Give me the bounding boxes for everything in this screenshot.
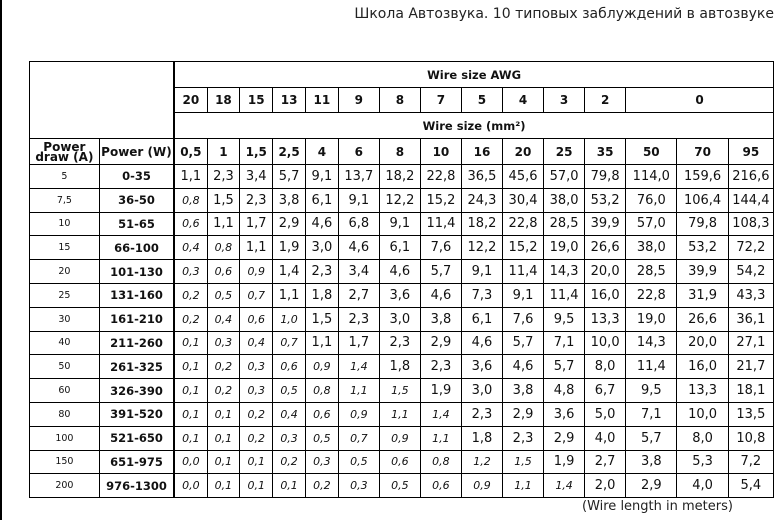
- table-row: [30, 474, 774, 498]
- power-cell: 326-390: [99, 379, 174, 403]
- length-cell: 1,9: [420, 379, 461, 403]
- mm-cell: 2,5: [273, 139, 306, 165]
- length-cell: 54,2: [728, 260, 773, 284]
- power-draw-cell: 50: [30, 355, 100, 379]
- length-cell: 8,0: [585, 355, 626, 379]
- power-draw-cell: 20: [30, 260, 100, 284]
- power-cell: 161-210: [99, 307, 174, 331]
- power-cell: 131-160: [99, 283, 174, 307]
- length-cell: 9,5: [626, 379, 677, 403]
- awg-cell: 0: [626, 88, 774, 113]
- awg-cell: 2: [585, 88, 626, 113]
- table-row: [30, 260, 774, 284]
- length-cell: 6,1: [461, 307, 502, 331]
- length-cell: 1,7: [240, 212, 273, 236]
- length-cell: 0,1: [174, 331, 207, 355]
- mm-cell: 1: [207, 139, 240, 165]
- length-cell: 21,7: [728, 355, 773, 379]
- page-title: Школа Автозвука. 10 типовых заблуждений в автозвуке: [354, 6, 774, 22]
- mm-cell: 4: [305, 139, 338, 165]
- length-cell: 13,5: [728, 402, 773, 426]
- table-body: [30, 165, 774, 498]
- length-cell: 10,0: [585, 331, 626, 355]
- length-cell: 2,0: [585, 474, 626, 498]
- awg-cell: 7: [420, 88, 461, 113]
- length-cell: 144,4: [728, 188, 773, 212]
- length-cell: 27,1: [728, 331, 773, 355]
- length-cell: 0,9: [338, 402, 379, 426]
- length-cell: 0,1: [174, 379, 207, 403]
- length-cell: 36,1: [728, 307, 773, 331]
- length-cell: 0,1: [207, 426, 240, 450]
- length-cell: 0,7: [240, 283, 273, 307]
- power-draw-cell: 80: [30, 402, 100, 426]
- length-cell: 7,1: [544, 331, 585, 355]
- length-cell: 22,8: [420, 165, 461, 189]
- length-cell: 1,1: [240, 236, 273, 260]
- length-cell: 0,3: [273, 426, 306, 450]
- length-cell: 1,5: [305, 307, 338, 331]
- mm-cell: 70: [677, 139, 728, 165]
- length-cell: 1,5: [503, 450, 544, 474]
- length-cell: 26,6: [585, 236, 626, 260]
- awg-header: Wire size AWG: [174, 62, 773, 88]
- length-cell: 2,3: [305, 260, 338, 284]
- length-cell: 11,4: [544, 283, 585, 307]
- length-cell: 0,4: [273, 402, 306, 426]
- power-draw-cell: 15: [30, 236, 100, 260]
- length-cell: 4,0: [585, 426, 626, 450]
- length-cell: 1,1: [503, 474, 544, 498]
- length-cell: 0,5: [379, 474, 420, 498]
- length-cell: 22,8: [626, 283, 677, 307]
- length-cell: 0,4: [207, 307, 240, 331]
- mm-header: Wire size (mm²): [174, 113, 773, 139]
- length-cell: 0,1: [273, 474, 306, 498]
- length-cell: 1,1: [305, 331, 338, 355]
- length-cell: 7,1: [626, 402, 677, 426]
- power-cell: 976-1300: [99, 474, 174, 498]
- length-cell: 18,1: [728, 379, 773, 403]
- power-draw-cell: 150: [30, 450, 100, 474]
- length-cell: 0,5: [305, 426, 338, 450]
- length-cell: 3,8: [503, 379, 544, 403]
- length-cell: 1,4: [420, 402, 461, 426]
- length-cell: 0,2: [174, 283, 207, 307]
- length-cell: 0,3: [174, 260, 207, 284]
- length-cell: 2,3: [420, 355, 461, 379]
- length-cell: 0,1: [174, 355, 207, 379]
- length-cell: 114,0: [626, 165, 677, 189]
- length-cell: 4,6: [461, 331, 502, 355]
- length-cell: 16,0: [677, 355, 728, 379]
- length-cell: 2,9: [503, 402, 544, 426]
- length-cell: 13,7: [338, 165, 379, 189]
- length-cell: 0,2: [240, 402, 273, 426]
- length-cell: 11,4: [503, 260, 544, 284]
- length-cell: 6,8: [338, 212, 379, 236]
- length-cell: 4,8: [544, 379, 585, 403]
- length-cell: 0,6: [305, 402, 338, 426]
- length-cell: 1,8: [379, 355, 420, 379]
- power-draw-cell: 10: [30, 212, 100, 236]
- length-cell: 3,0: [305, 236, 338, 260]
- mm-cell: 25: [544, 139, 585, 165]
- length-cell: 2,3: [461, 402, 502, 426]
- length-cell: 1,2: [461, 450, 502, 474]
- length-cell: 0,1: [207, 402, 240, 426]
- length-cell: 7,2: [728, 450, 773, 474]
- length-cell: 10,0: [677, 402, 728, 426]
- power-cell: 101-130: [99, 260, 174, 284]
- length-cell: 5,7: [503, 331, 544, 355]
- table-row: [30, 331, 774, 355]
- length-cell: 13,3: [677, 379, 728, 403]
- mm-cell: 35: [585, 139, 626, 165]
- awg-cell: 8: [379, 88, 420, 113]
- length-cell: 1,1: [273, 283, 306, 307]
- length-cell: 0,3: [240, 379, 273, 403]
- length-cell: 0,6: [379, 450, 420, 474]
- length-cell: 1,8: [461, 426, 502, 450]
- length-cell: 14,3: [544, 260, 585, 284]
- length-cell: 1,1: [174, 165, 207, 189]
- awg-cell: 20: [174, 88, 207, 113]
- length-cell: 38,0: [544, 188, 585, 212]
- power-cell: 521-650: [99, 426, 174, 450]
- col-header-power-draw: Power draw (A): [30, 139, 100, 165]
- length-cell: 15,2: [503, 236, 544, 260]
- mm-cell: 0,5: [174, 139, 207, 165]
- length-cell: 0,1: [174, 426, 207, 450]
- length-cell: 0,1: [207, 474, 240, 498]
- length-cell: 18,2: [461, 212, 502, 236]
- length-cell: 2,3: [379, 331, 420, 355]
- length-cell: 9,1: [461, 260, 502, 284]
- length-cell: 0,6: [420, 474, 461, 498]
- length-cell: 14,3: [626, 331, 677, 355]
- length-cell: 0,4: [240, 331, 273, 355]
- length-cell: 28,5: [544, 212, 585, 236]
- length-cell: 11,4: [626, 355, 677, 379]
- mm-cell: 95: [728, 139, 773, 165]
- power-cell: 651-975: [99, 450, 174, 474]
- length-cell: 3,8: [626, 450, 677, 474]
- length-cell: 30,4: [503, 188, 544, 212]
- length-cell: 0,2: [174, 307, 207, 331]
- length-cell: 108,3: [728, 212, 773, 236]
- length-cell: 12,2: [461, 236, 502, 260]
- mm-cell: 10: [420, 139, 461, 165]
- mm-cell: 20: [503, 139, 544, 165]
- length-cell: 0,1: [240, 474, 273, 498]
- power-draw-cell: 200: [30, 474, 100, 498]
- table-row: [30, 379, 774, 403]
- length-cell: 5,7: [273, 165, 306, 189]
- table-row: [30, 426, 774, 450]
- length-cell: 0,1: [240, 450, 273, 474]
- length-cell: 16,0: [585, 283, 626, 307]
- length-cell: 3,8: [273, 188, 306, 212]
- table-row: [30, 402, 774, 426]
- length-cell: 3,4: [240, 165, 273, 189]
- power-cell: 391-520: [99, 402, 174, 426]
- length-cell: 1,1: [207, 212, 240, 236]
- length-cell: 216,6: [728, 165, 773, 189]
- mm-row: [30, 139, 774, 165]
- length-cell: 0,3: [240, 355, 273, 379]
- mm-cell: 16: [461, 139, 502, 165]
- length-cell: 0,9: [240, 260, 273, 284]
- length-cell: 0,2: [305, 474, 338, 498]
- power-cell: 36-50: [99, 188, 174, 212]
- table-row: [30, 450, 774, 474]
- length-cell: 1,4: [338, 355, 379, 379]
- power-draw-cell: 7,5: [30, 188, 100, 212]
- length-cell: 4,0: [677, 474, 728, 498]
- length-cell: 9,1: [305, 165, 338, 189]
- table-row: [30, 212, 774, 236]
- length-cell: 1,4: [273, 260, 306, 284]
- length-cell: 2,3: [207, 165, 240, 189]
- length-cell: 1,1: [420, 426, 461, 450]
- length-cell: 2,9: [273, 212, 306, 236]
- length-cell: 0,3: [338, 474, 379, 498]
- length-cell: 0,3: [305, 450, 338, 474]
- length-cell: 0,7: [338, 426, 379, 450]
- length-cell: 1,1: [338, 379, 379, 403]
- length-cell: 20,0: [677, 331, 728, 355]
- length-cell: 1,9: [273, 236, 306, 260]
- power-draw-cell: 25: [30, 283, 100, 307]
- length-cell: 6,1: [305, 188, 338, 212]
- length-cell: 9,1: [379, 212, 420, 236]
- awg-cell: 15: [240, 88, 273, 113]
- length-cell: 0,8: [420, 450, 461, 474]
- length-cell: 5,7: [420, 260, 461, 284]
- length-cell: 6,1: [379, 236, 420, 260]
- length-cell: 0,8: [174, 188, 207, 212]
- length-cell: 4,6: [338, 236, 379, 260]
- length-cell: 3,8: [420, 307, 461, 331]
- length-cell: 43,3: [728, 283, 773, 307]
- length-cell: 3,6: [461, 355, 502, 379]
- length-cell: 0,2: [207, 379, 240, 403]
- length-cell: 0,0: [174, 474, 207, 498]
- length-cell: 5,7: [544, 355, 585, 379]
- length-cell: 3,4: [338, 260, 379, 284]
- length-cell: 0,2: [207, 355, 240, 379]
- mm-cell: 8: [379, 139, 420, 165]
- power-draw-cell: 60: [30, 379, 100, 403]
- length-cell: 0,6: [273, 355, 306, 379]
- length-cell: 5,4: [728, 474, 773, 498]
- length-cell: 1,9: [544, 450, 585, 474]
- length-cell: 7,6: [420, 236, 461, 260]
- length-cell: 3,6: [544, 402, 585, 426]
- wire-size-table: [29, 61, 774, 498]
- power-cell: 211-260: [99, 331, 174, 355]
- length-cell: 0,5: [338, 450, 379, 474]
- length-cell: 4,6: [503, 355, 544, 379]
- length-cell: 15,2: [420, 188, 461, 212]
- corner-cell: [30, 62, 175, 139]
- awg-cell: 11: [305, 88, 338, 113]
- length-cell: 5,0: [585, 402, 626, 426]
- length-cell: 1,5: [207, 188, 240, 212]
- length-cell: 0,9: [461, 474, 502, 498]
- power-draw-cell: 30: [30, 307, 100, 331]
- length-cell: 38,0: [626, 236, 677, 260]
- power-cell: 261-325: [99, 355, 174, 379]
- length-cell: 0,9: [305, 355, 338, 379]
- length-cell: 13,3: [585, 307, 626, 331]
- length-cell: 12,2: [379, 188, 420, 212]
- length-cell: 3,0: [379, 307, 420, 331]
- length-cell: 1,0: [273, 307, 306, 331]
- awg-cell: 5: [461, 88, 502, 113]
- power-cell: 0-35: [99, 165, 174, 189]
- length-cell: 8,0: [677, 426, 728, 450]
- length-cell: 39,9: [677, 260, 728, 284]
- awg-cell: 3: [544, 88, 585, 113]
- awg-cell: 9: [338, 88, 379, 113]
- length-cell: 79,8: [585, 165, 626, 189]
- power-cell: 66-100: [99, 236, 174, 260]
- power-draw-cell: 100: [30, 426, 100, 450]
- length-cell: 0,1: [207, 450, 240, 474]
- power-cell: 51-65: [99, 212, 174, 236]
- length-cell: 19,0: [626, 307, 677, 331]
- length-cell: 1,5: [379, 379, 420, 403]
- length-cell: 24,3: [461, 188, 502, 212]
- length-cell: 2,3: [503, 426, 544, 450]
- awg-cell: 18: [207, 88, 240, 113]
- power-draw-cell: 5: [30, 165, 100, 189]
- footnote: (Wire length in meters): [582, 499, 733, 514]
- length-cell: 0,8: [207, 236, 240, 260]
- length-cell: 36,5: [461, 165, 502, 189]
- table-row: [30, 188, 774, 212]
- length-cell: 53,2: [585, 188, 626, 212]
- length-cell: 4,6: [305, 212, 338, 236]
- length-cell: 0,6: [174, 212, 207, 236]
- length-cell: 0,5: [273, 379, 306, 403]
- length-cell: 9,1: [503, 283, 544, 307]
- mm-cell: 6: [338, 139, 379, 165]
- awg-cell: 13: [273, 88, 306, 113]
- length-cell: 3,0: [461, 379, 502, 403]
- length-cell: 3,6: [379, 283, 420, 307]
- length-cell: 2,9: [544, 426, 585, 450]
- length-cell: 4,6: [420, 283, 461, 307]
- length-cell: 0,8: [305, 379, 338, 403]
- length-cell: 39,9: [585, 212, 626, 236]
- length-cell: 0,6: [207, 260, 240, 284]
- length-cell: 20,0: [585, 260, 626, 284]
- length-cell: 1,4: [544, 474, 585, 498]
- length-cell: 1,7: [338, 331, 379, 355]
- length-cell: 79,8: [677, 212, 728, 236]
- length-cell: 22,8: [503, 212, 544, 236]
- table-row: [30, 165, 774, 189]
- length-cell: 11,4: [420, 212, 461, 236]
- length-cell: 57,0: [544, 165, 585, 189]
- mm-cell: 50: [626, 139, 677, 165]
- length-cell: 45,6: [503, 165, 544, 189]
- length-cell: 2,9: [626, 474, 677, 498]
- length-cell: 0,1: [174, 402, 207, 426]
- length-cell: 7,3: [461, 283, 502, 307]
- wire-size-table-container: [29, 61, 774, 497]
- power-draw-cell: 40: [30, 331, 100, 355]
- length-cell: 31,9: [677, 283, 728, 307]
- length-cell: 18,2: [379, 165, 420, 189]
- length-cell: 5,7: [626, 426, 677, 450]
- length-cell: 0,4: [174, 236, 207, 260]
- table-row: [30, 307, 774, 331]
- length-cell: 1,8: [305, 283, 338, 307]
- length-cell: 0,5: [207, 283, 240, 307]
- length-cell: 0,9: [379, 426, 420, 450]
- length-cell: 0,3: [207, 331, 240, 355]
- awg-cell: 4: [503, 88, 544, 113]
- length-cell: 76,0: [626, 188, 677, 212]
- length-cell: 10,8: [728, 426, 773, 450]
- length-cell: 0,7: [273, 331, 306, 355]
- length-cell: 28,5: [626, 260, 677, 284]
- length-cell: 7,6: [503, 307, 544, 331]
- length-cell: 53,2: [677, 236, 728, 260]
- length-cell: 106,4: [677, 188, 728, 212]
- table-row: [30, 236, 774, 260]
- length-cell: 9,1: [338, 188, 379, 212]
- length-cell: 9,5: [544, 307, 585, 331]
- length-cell: 1,1: [379, 402, 420, 426]
- length-cell: 0,2: [273, 450, 306, 474]
- length-cell: 2,3: [240, 188, 273, 212]
- length-cell: 2,7: [585, 450, 626, 474]
- length-cell: 2,9: [420, 331, 461, 355]
- length-cell: 4,6: [379, 260, 420, 284]
- length-cell: 6,7: [585, 379, 626, 403]
- length-cell: 5,3: [677, 450, 728, 474]
- length-cell: 159,6: [677, 165, 728, 189]
- table-row: [30, 283, 774, 307]
- length-cell: 19,0: [544, 236, 585, 260]
- length-cell: 0,6: [240, 307, 273, 331]
- length-cell: 57,0: [626, 212, 677, 236]
- length-cell: 2,7: [338, 283, 379, 307]
- length-cell: 0,2: [240, 426, 273, 450]
- length-cell: 72,2: [728, 236, 773, 260]
- left-border-rule: [0, 0, 2, 520]
- length-cell: 0,0: [174, 450, 207, 474]
- length-cell: 2,3: [338, 307, 379, 331]
- mm-cell: 1,5: [240, 139, 273, 165]
- table-row: [30, 355, 774, 379]
- length-cell: 26,6: [677, 307, 728, 331]
- col-header-power: Power (W): [99, 139, 174, 165]
